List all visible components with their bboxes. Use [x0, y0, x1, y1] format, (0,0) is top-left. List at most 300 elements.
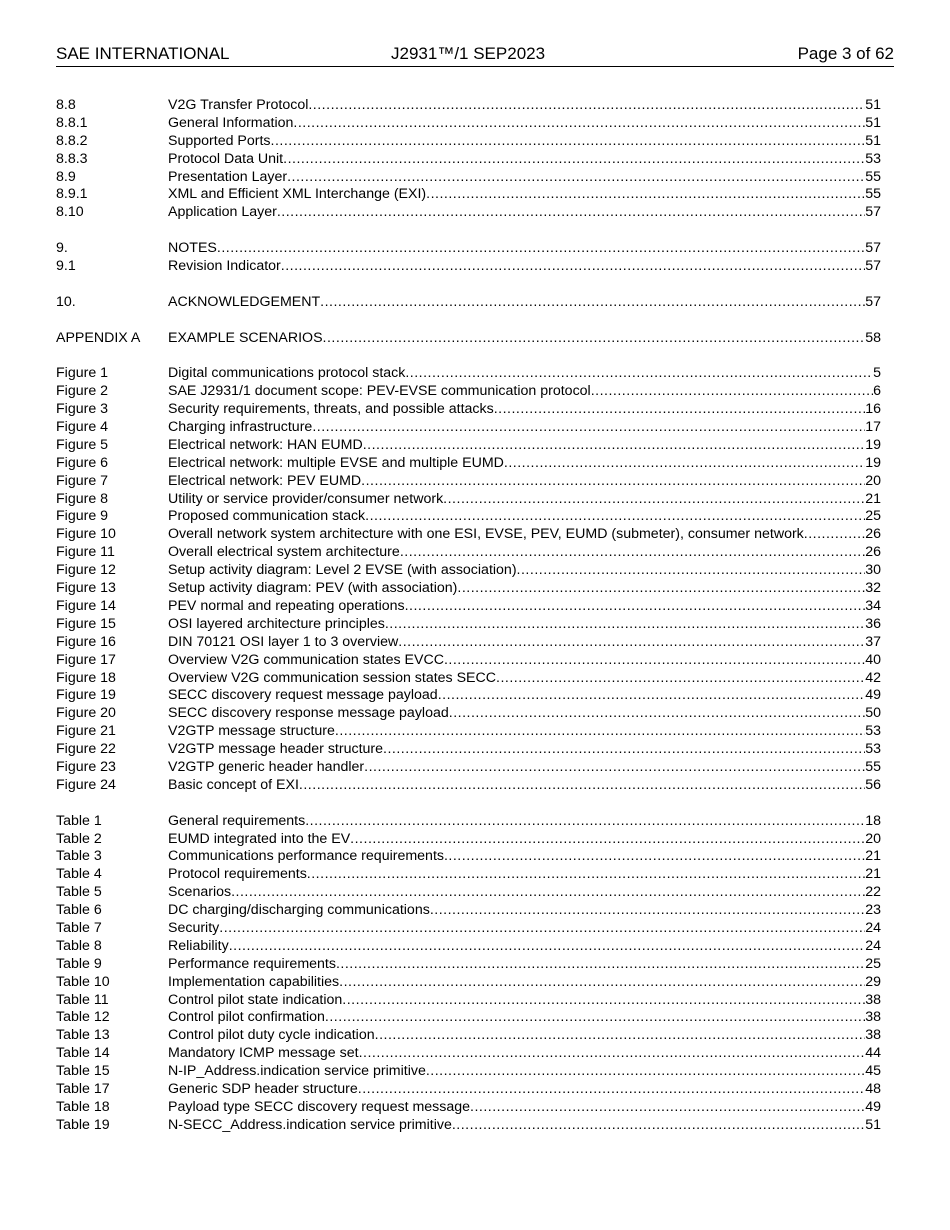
toc-entry[interactable] [56, 133, 881, 151]
toc-entry-page: 55 [865, 758, 881, 775]
toc-entry-title: EUMD integrated into the EV [168, 830, 351, 847]
toc-entry-page: 20 [865, 472, 881, 489]
toc-entry[interactable] [56, 437, 881, 455]
table-of-contents [56, 97, 881, 1135]
toc-entry-page: 38 [865, 1027, 881, 1044]
toc-entry-page: 16 [865, 401, 881, 418]
toc-entry-number: 8.9 [56, 168, 76, 185]
toc-entry-page: 22 [865, 884, 881, 901]
dot-leader [271, 133, 866, 151]
toc-entry-title-line [168, 813, 865, 831]
toc-entry-number: Figure 17 [56, 651, 116, 668]
toc-entry-page: 56 [865, 776, 881, 793]
dot-leader [804, 526, 865, 544]
dot-leader [312, 419, 865, 437]
toc-entry-number: Table 5 [56, 884, 102, 901]
toc-entry[interactable] [56, 526, 881, 544]
toc-entry[interactable] [56, 97, 881, 115]
dot-leader [281, 258, 865, 276]
dot-leader [320, 294, 865, 312]
toc-entry-title: Utility or service provider/consumer network [168, 490, 444, 507]
dot-leader [470, 1099, 865, 1117]
toc-entry-title-line [168, 723, 865, 741]
toc-entry-page: 20 [865, 830, 881, 847]
toc-entry[interactable] [56, 383, 881, 401]
group-spacer [56, 276, 881, 294]
dot-leader [457, 580, 865, 598]
dot-leader [339, 974, 865, 992]
toc-entry-number: Figure 24 [56, 776, 116, 793]
dot-leader [444, 848, 865, 866]
toc-entry[interactable] [56, 848, 881, 866]
toc-entry-title-line [168, 491, 865, 509]
toc-entry-number: Figure 16 [56, 633, 116, 650]
toc-entry-title: Performance requirements [168, 955, 336, 972]
toc-entry-title: Control pilot duty cycle indication [168, 1027, 375, 1044]
toc-entry-page: 55 [865, 168, 881, 185]
toc-entry[interactable] [56, 258, 881, 276]
toc-entry-page: 5 [873, 365, 881, 382]
dot-leader [517, 562, 866, 580]
toc-entry-title-line [168, 204, 865, 222]
toc-entry-title: V2GTP message structure [168, 723, 335, 740]
toc-entry-title-line [168, 240, 865, 258]
toc-entry-title-line [168, 562, 865, 580]
toc-entry-number: Table 17 [56, 1080, 110, 1097]
toc-entry-number: Figure 7 [56, 472, 109, 489]
document-id: J2931™/1 SEP2023 [391, 44, 546, 63]
toc-entry-page: 26 [865, 544, 881, 561]
toc-entry-title: Presentation Layer [168, 168, 288, 185]
dot-leader [449, 705, 865, 723]
toc-entry[interactable] [56, 1117, 881, 1135]
toc-entry[interactable] [56, 473, 881, 491]
toc-entry-page: 53 [865, 150, 881, 167]
toc-entry-title-line [168, 634, 865, 652]
group-spacer [56, 222, 881, 240]
toc-entry-title-line [168, 1081, 865, 1099]
toc-entry-page: 23 [865, 902, 881, 919]
toc-entry-page: 38 [865, 1009, 881, 1026]
toc-entry-title-line [168, 115, 865, 133]
toc-entry-number: Table 1 [56, 812, 102, 829]
publisher-name: SAE INTERNATIONAL [56, 44, 230, 63]
toc-entry-page: 24 [865, 937, 881, 954]
toc-entry-number: Table 3 [56, 848, 102, 865]
toc-entry[interactable] [56, 419, 881, 437]
toc-entry-number: 8.8.3 [56, 150, 88, 167]
dot-leader [307, 866, 865, 884]
toc-entry-page: 49 [865, 1098, 881, 1115]
toc-entry[interactable] [56, 634, 881, 652]
toc-entry-number: Figure 2 [56, 383, 109, 400]
toc-entry-title: Electrical network: multiple EVSE and multiple EUMD [168, 454, 504, 471]
toc-entry-number: Table 13 [56, 1027, 110, 1044]
toc-entry-page: 36 [865, 615, 881, 632]
toc-entry-title: Basic concept of EXI [168, 776, 299, 793]
dot-leader [293, 115, 865, 133]
dot-leader [305, 813, 865, 831]
toc-entry-number: Figure 11 [56, 544, 115, 561]
toc-entry-title: Security requirements, threats, and possible attacks [168, 401, 494, 418]
toc-entry-title: Payload type SECC discovery request message [168, 1098, 471, 1115]
toc-entry-page: 57 [865, 293, 881, 310]
page-number: Page 3 of 62 [797, 44, 894, 63]
toc-entry-title: Mandatory ICMP message set [168, 1045, 359, 1062]
toc-entry-title-line [168, 705, 865, 723]
toc-entry-number: Table 7 [56, 919, 102, 936]
dot-leader [426, 186, 865, 204]
toc-entry[interactable] [56, 1099, 881, 1117]
toc-entry[interactable] [56, 652, 881, 670]
toc-entry-page: 40 [865, 651, 881, 668]
toc-entry-title-line [168, 777, 865, 795]
toc-entry[interactable] [56, 151, 881, 169]
toc-entry-title: EXAMPLE SCENARIOS [168, 329, 323, 346]
dot-leader [231, 884, 865, 902]
toc-entry-title: Setup activity diagram: PEV (with association) [168, 580, 458, 597]
toc-entry-title-line [168, 974, 865, 992]
toc-entry-title-line [168, 1099, 865, 1117]
toc-entry-title: Control pilot state indication [168, 991, 343, 1008]
toc-entry-title: Electrical network: PEV EUMD [168, 472, 362, 489]
toc-entry-title-line [168, 1027, 865, 1045]
toc-entry-number: Table 15 [56, 1063, 110, 1080]
toc-entry-page: 42 [865, 669, 881, 686]
toc-entry-title-line [168, 759, 865, 777]
dot-leader [494, 401, 866, 419]
toc-entry-number: 8.8.1 [56, 114, 88, 131]
toc-entry-title: V2G Transfer Protocol [168, 97, 309, 113]
dot-leader [358, 1081, 865, 1099]
toc-entry-title-line [168, 258, 865, 276]
dot-leader [385, 616, 865, 634]
toc-entry-title-line [168, 544, 865, 562]
toc-entry-number: Figure 5 [56, 436, 109, 453]
toc-entry-title: Scenarios [168, 884, 232, 901]
dot-leader [229, 938, 866, 956]
toc-entry-page: 29 [865, 973, 881, 990]
toc-entry-title-line [168, 186, 865, 204]
toc-entry-title: ACKNOWLEDGEMENT [168, 293, 321, 310]
toc-entry-number: APPENDIX A [56, 329, 141, 346]
toc-entry-title: Protocol Data Unit [168, 150, 284, 167]
dot-leader [426, 1063, 865, 1081]
toc-entry-title: Electrical network: HAN EUMD [168, 436, 363, 453]
toc-entry-title-line [168, 992, 865, 1010]
toc-entry[interactable] [56, 723, 881, 741]
toc-entry-title: Overview V2G communication states EVCC [168, 651, 444, 668]
toc-entry-title-line [168, 419, 865, 437]
toc-entry-title: OSI layered architecture principles [168, 615, 385, 632]
toc-entry-number: 10. [56, 293, 76, 310]
toc-entry[interactable] [56, 580, 881, 598]
toc-entry-number: 9. [56, 240, 68, 257]
toc-entry[interactable] [56, 992, 881, 1010]
toc-entry-page: 34 [865, 597, 881, 614]
dot-leader [383, 741, 865, 759]
toc-entry-page: 17 [865, 419, 881, 436]
toc-entry-page: 30 [865, 562, 881, 579]
toc-entry-page: 38 [865, 991, 881, 1008]
toc-entry-title-line [168, 884, 865, 902]
dot-leader [350, 831, 865, 849]
dot-leader [430, 902, 865, 920]
toc-entry-page: 53 [865, 741, 881, 758]
toc-entry-page: 18 [865, 812, 881, 829]
toc-entry-page: 21 [865, 848, 881, 865]
toc-entry-page: 49 [865, 687, 881, 704]
toc-entry-title-line [168, 330, 865, 348]
toc-entry[interactable] [56, 240, 881, 258]
toc-entry-title-line [168, 473, 865, 491]
toc-entry[interactable] [56, 884, 881, 902]
dot-leader [323, 330, 866, 348]
toc-entry[interactable] [56, 956, 881, 974]
toc-entry-number: Table 6 [56, 902, 102, 919]
dot-leader [363, 437, 865, 455]
toc-entry[interactable] [56, 169, 881, 187]
toc-entry-title: Implementation capabilities [168, 973, 340, 990]
toc-entry-number: 8.8.2 [56, 132, 88, 149]
toc-entry-number: Figure 1 [56, 365, 109, 382]
dot-leader [405, 598, 866, 616]
toc-entry-page: 51 [865, 114, 881, 131]
group-spacer [56, 312, 881, 330]
toc-entry-number: Figure 3 [56, 401, 109, 418]
toc-entry[interactable] [56, 1027, 881, 1045]
dot-leader [336, 956, 865, 974]
toc-entry-page: 57 [865, 258, 881, 275]
toc-entry-number: Figure 13 [56, 580, 116, 597]
dot-leader [375, 1027, 866, 1045]
toc-entry[interactable] [56, 562, 881, 580]
toc-entry-page: 25 [865, 955, 881, 972]
toc-entry[interactable] [56, 920, 881, 938]
toc-entry-number: Figure 22 [56, 741, 116, 758]
toc-entry[interactable] [56, 974, 881, 992]
toc-entry-title: Communications performance requirements [168, 848, 444, 865]
dot-leader [400, 544, 865, 562]
toc-entry-title-line [168, 455, 865, 473]
dot-leader [335, 723, 865, 741]
toc-entry-title-line [168, 437, 865, 455]
toc-entry-page: 25 [865, 508, 881, 525]
toc-entry[interactable] [56, 866, 881, 884]
toc-entry-page: 19 [865, 436, 881, 453]
dot-leader [219, 920, 865, 938]
toc-entry-title-line [168, 902, 865, 920]
toc-entry-number: Figure 8 [56, 490, 109, 507]
toc-entry[interactable] [56, 670, 881, 688]
dot-leader [287, 169, 865, 187]
toc-entry-title-line [168, 526, 865, 544]
toc-entry-page: 26 [865, 526, 881, 543]
toc-entry-number: Figure 14 [56, 597, 116, 614]
toc-entry[interactable] [56, 401, 881, 419]
toc-entry-title-line [168, 920, 865, 938]
toc-entry[interactable] [56, 759, 881, 777]
toc-entry[interactable] [56, 330, 881, 348]
toc-entry-title: V2GTP generic header handler [168, 758, 365, 775]
dot-leader [299, 777, 865, 795]
toc-entry-number: Figure 19 [56, 687, 116, 704]
toc-entry[interactable] [56, 741, 881, 759]
toc-entry-number: 9.1 [56, 258, 76, 275]
toc-entry-number: Figure 12 [56, 562, 116, 579]
toc-entry-title: Application Layer [168, 204, 277, 221]
page-header [56, 44, 894, 67]
toc-entry-page: 21 [865, 490, 881, 507]
toc-entry-number: Table 2 [56, 830, 102, 847]
dot-leader [398, 634, 865, 652]
toc-entry-title: PEV normal and repeating operations [168, 597, 405, 614]
toc-entry-number: Table 19 [56, 1116, 110, 1133]
toc-entry-title-line [168, 598, 865, 616]
toc-entry[interactable] [56, 813, 881, 831]
toc-entry-number: Figure 9 [56, 508, 109, 525]
toc-entry-number: Figure 10 [56, 526, 116, 543]
dot-leader [325, 1009, 865, 1027]
dot-leader [452, 1117, 865, 1135]
toc-entry[interactable] [56, 1081, 881, 1099]
toc-entry-title-line [168, 151, 865, 169]
toc-entry-title: Overall network system architecture with one ESI, EVSE, PEV, EUMD (submeter), consumer network [168, 526, 804, 543]
toc-entry-title: General Information [168, 114, 294, 131]
toc-entry-number: 8.9.1 [56, 186, 88, 203]
dot-leader [496, 670, 865, 688]
toc-entry-number: Table 14 [56, 1045, 110, 1062]
toc-entry-title: SECC discovery response message payload [168, 705, 449, 722]
toc-entry[interactable] [56, 831, 881, 849]
toc-entry-title: N-IP_Address.indication service primitive [168, 1063, 426, 1080]
group-spacer [56, 795, 881, 813]
toc-entry-title: V2GTP message header structure [168, 741, 384, 758]
toc-entry-title: Digital communications protocol stack [168, 365, 406, 382]
toc-entry-title-line [168, 97, 865, 115]
dot-leader [443, 491, 865, 509]
toc-entry-number: Table 4 [56, 866, 102, 883]
toc-entry-page: 53 [865, 723, 881, 740]
toc-entry-number: Figure 4 [56, 419, 109, 436]
toc-entry-page: 48 [865, 1080, 881, 1097]
toc-entry[interactable] [56, 115, 881, 133]
toc-entry-page: 50 [865, 705, 881, 722]
toc-entry-title: Proposed communication stack [168, 508, 366, 525]
toc-entry[interactable] [56, 1009, 881, 1027]
toc-entry-page: 55 [865, 186, 881, 203]
dot-leader [365, 508, 865, 526]
toc-entry-title-line [168, 831, 865, 849]
dot-leader [359, 1045, 866, 1063]
toc-entry[interactable] [56, 294, 881, 312]
toc-entry-page: 51 [865, 1116, 881, 1133]
toc-entry[interactable] [56, 777, 881, 795]
toc-entry-title-line [168, 938, 865, 956]
dot-leader [308, 97, 865, 115]
toc-entry-title-line [168, 383, 873, 401]
dot-leader [342, 992, 865, 1010]
toc-entry-number: 8.10 [56, 204, 84, 221]
toc-entry-title-line [168, 1009, 865, 1027]
toc-entry-title-line [168, 1117, 865, 1135]
toc-entry-number: Figure 20 [56, 705, 116, 722]
toc-entry-title: SAE J2931/1 document scope: PEV-EVSE communication protocol [168, 383, 591, 400]
toc-entry-title: Generic SDP header structure [168, 1080, 358, 1097]
toc-entry-number: Figure 23 [56, 758, 116, 775]
toc-entry-page: 6 [873, 383, 881, 400]
toc-entry-title: Revision Indicator [168, 258, 281, 275]
toc-entry[interactable] [56, 1045, 881, 1063]
toc-entry[interactable] [56, 186, 881, 204]
toc-entry-title: SECC discovery request message payload [168, 687, 438, 704]
toc-entry[interactable] [56, 491, 881, 509]
toc-entry-title: General requirements [168, 812, 306, 829]
toc-entry-title: XML and Efficient XML Interchange (EXI) [168, 186, 427, 203]
toc-entry-title: N-SECC_Address.indication service primitive [168, 1116, 452, 1133]
toc-entry[interactable] [56, 598, 881, 616]
toc-entry-title-line [168, 1045, 865, 1063]
toc-entry[interactable] [56, 1063, 881, 1081]
toc-entry[interactable] [56, 902, 881, 920]
toc-entry-title: Charging infrastructure [168, 419, 313, 436]
toc-entry-title-line [168, 1063, 865, 1081]
dot-leader [591, 383, 873, 401]
toc-entry-title: Protocol requirements [168, 866, 307, 883]
toc-entry-page: 58 [865, 329, 881, 346]
toc-entry-number: Table 11 [56, 991, 109, 1008]
toc-entry[interactable] [56, 204, 881, 222]
toc-entry-page: 57 [865, 204, 881, 221]
toc-entry[interactable] [56, 616, 881, 634]
toc-entry[interactable] [56, 938, 881, 956]
toc-entry-number: Figure 6 [56, 454, 109, 471]
toc-entry-number: Figure 18 [56, 669, 116, 686]
toc-entry[interactable] [56, 705, 881, 723]
toc-entry-title-line [168, 365, 873, 383]
toc-entry[interactable] [56, 455, 881, 473]
toc-entry-title-line [168, 687, 865, 705]
toc-entry-page: 51 [865, 97, 881, 113]
toc-entry-title-line [168, 169, 865, 187]
toc-entry-title: Setup activity diagram: Level 2 EVSE (with association) [168, 562, 517, 579]
toc-entry-page: 21 [865, 866, 881, 883]
toc-entry[interactable] [56, 365, 881, 383]
toc-entry[interactable] [56, 508, 881, 526]
toc-entry-page: 51 [865, 132, 881, 149]
toc-entry-title: Security [168, 919, 220, 936]
dot-leader [504, 455, 865, 473]
toc-entry-title-line [168, 866, 865, 884]
toc-entry[interactable] [56, 544, 881, 562]
toc-entry[interactable] [56, 687, 881, 705]
dot-leader [364, 759, 865, 777]
dot-leader [444, 652, 865, 670]
toc-entry-title-line [168, 580, 865, 598]
toc-entry-title: Control pilot confirmation [168, 1009, 325, 1026]
toc-entry-title-line [168, 670, 865, 688]
toc-entry-title-line [168, 508, 865, 526]
toc-entry-title-line [168, 956, 865, 974]
toc-entry-title: Supported Ports [168, 132, 271, 149]
toc-entry-page: 57 [865, 240, 881, 257]
toc-entry-page: 44 [865, 1045, 881, 1062]
toc-entry-title: DIN 70121 OSI layer 1 to 3 overview [168, 633, 399, 650]
toc-entry-page: 19 [865, 454, 881, 471]
toc-entry-title: Reliability [168, 937, 229, 954]
toc-entry-number: Table 12 [56, 1009, 110, 1026]
toc-entry-number: Table 10 [56, 973, 110, 990]
